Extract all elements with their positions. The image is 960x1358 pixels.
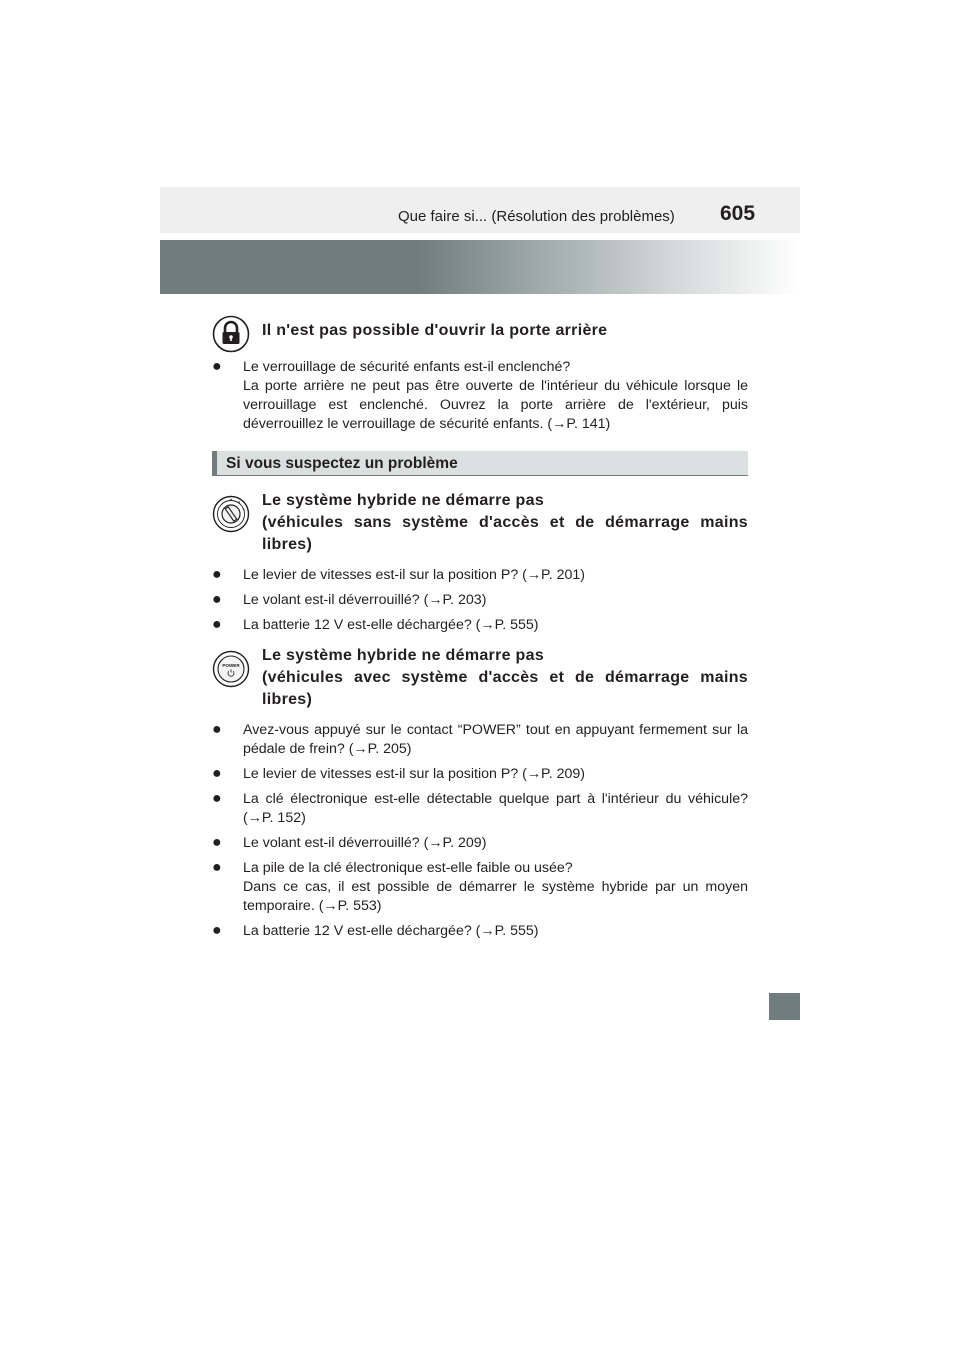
bullet-dot: ● — [212, 566, 222, 583]
bullet-text: Le volant est-il déverrouillé? (→P. 203) — [243, 592, 487, 608]
bullet-question: Le verrouillage de sécurité enfants est-il enclenché? — [243, 359, 571, 375]
bullet-text: Le levier de vitesses est-il sur la position P? (→P. 209) — [243, 766, 585, 782]
bullet-text: Avez-vous appuyé sur le contact “POWER” tout en appuyant fermement sur la pédale de frein? (→P. 205) — [243, 722, 748, 757]
bullet-dot: ● — [212, 859, 222, 876]
bullet-dot: ● — [212, 591, 222, 608]
list-item — [212, 721, 748, 759]
page-content — [212, 310, 748, 947]
topic-rear-door — [212, 310, 748, 348]
bullet-dot: ● — [212, 358, 222, 375]
list-item — [212, 834, 748, 853]
bullet-text: La batterie 12 V est-elle déchargée? (→P. 555) — [243, 617, 539, 633]
bullet-explanation: La porte arrière ne peut pas être ouverte de l'intérieur du véhicule lorsque le verrouillage est enclenché. Ouvrez la porte arrière de l'extérieur, puis déverrouillez le verrouillage de sécurité enfants. (→P. 141) — [243, 378, 748, 432]
list-item — [212, 859, 748, 916]
topic-title-line: Le système hybride ne démarre pas — [262, 647, 545, 664]
bullet-dot: ● — [212, 765, 222, 782]
section-title: Si vous suspectez un problème — [226, 455, 458, 472]
list-item — [212, 591, 748, 610]
list-item — [212, 765, 748, 784]
topic-title-line: Le système hybride ne démarre pas — [262, 492, 545, 509]
topic-title-no-smart-entry — [262, 490, 748, 556]
list-item — [212, 790, 748, 828]
bullet-question: La pile de la clé électronique est-elle faible ou usée? — [243, 860, 573, 876]
chapter-side-tab — [769, 993, 800, 1020]
bullet-dot: ● — [212, 616, 222, 633]
list-item — [212, 566, 748, 585]
chapter-gradient-bar — [160, 240, 800, 294]
chapter-title: Que faire si... (Résolution des problèmes) — [398, 208, 675, 225]
bullet-explanation: Dans ce cas, il est possible de démarrer le système hybride par un moyen temporaire. (→P. 553) — [243, 879, 748, 914]
bullet-text: Le volant est-il déverrouillé? (→P. 209) — [243, 835, 487, 851]
ignition-switch-icon — [212, 495, 250, 533]
bullet-dot: ● — [212, 790, 222, 807]
topic-hybrid-smart-entry — [212, 645, 748, 711]
bullet-text: La batterie 12 V est-elle déchargée? (→P. 555) — [243, 923, 539, 939]
bullet-text: Le levier de vitesses est-il sur la position P? (→P. 201) — [243, 567, 585, 583]
bullet-list-no-smart-entry — [212, 566, 748, 635]
topic-hybrid-no-smart-entry — [212, 490, 748, 556]
topic-title-line: (véhicules avec système d'accès et de démarrage mains libres) — [262, 669, 748, 708]
padlock-icon — [212, 315, 250, 353]
power-button-icon — [212, 650, 250, 688]
page-number: 605 — [720, 202, 756, 225]
list-item — [212, 358, 748, 434]
list-item — [212, 922, 748, 941]
list-item — [212, 616, 748, 635]
bullet-list-smart-entry — [212, 721, 748, 941]
topic-title-smart-entry — [262, 645, 748, 711]
bullet-dot: ● — [212, 922, 222, 939]
topic-title-line: (véhicules sans système d'accès et de démarrage mains libres) — [262, 514, 748, 553]
section-header — [212, 451, 748, 476]
bullet-dot: ● — [212, 834, 222, 851]
bullet-dot: ● — [212, 721, 222, 738]
bullet-text: La clé électronique est-elle détectable quelque part à l'intérieur du véhicule? (→P. 152) — [243, 791, 748, 826]
topic-title-rear-door: Il n'est pas possible d'ouvrir la porte arrière — [262, 322, 608, 339]
power-button-label: POWER — [222, 663, 240, 668]
bullet-list-rear-door — [212, 358, 748, 434]
